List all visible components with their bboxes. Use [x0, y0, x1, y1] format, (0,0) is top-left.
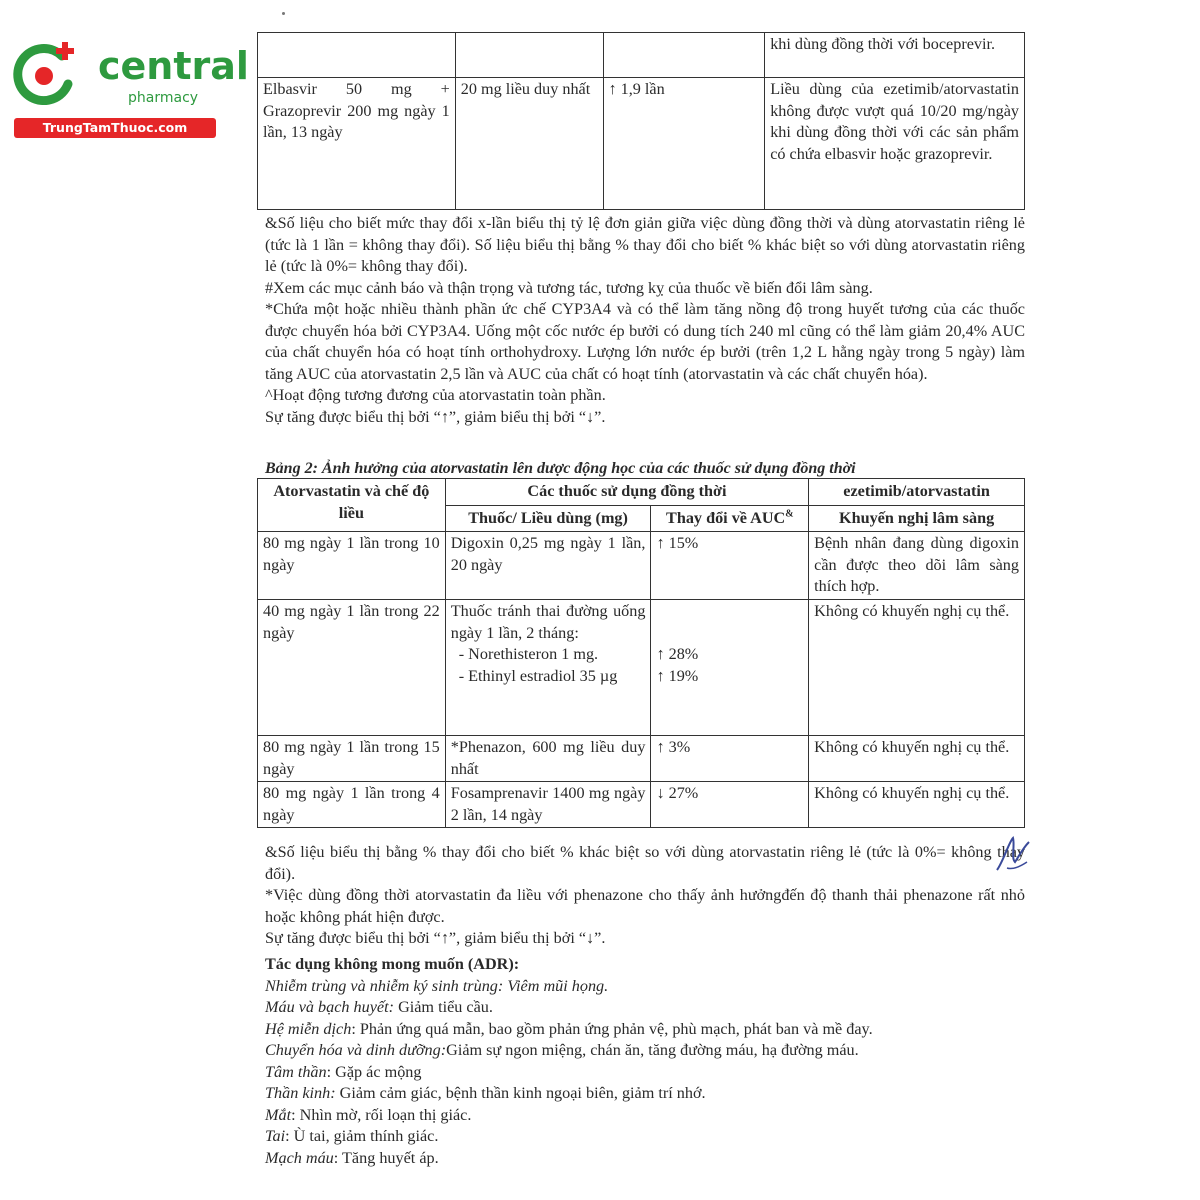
table2-footnotes: [265, 842, 1025, 950]
adr-label: Nhiễm trùng và nhiễm ký sinh trùng:: [265, 976, 504, 995]
footnote: &Số liệu biểu thị bằng % thay đổi cho biết % khác biệt so với dùng atorvastatin riêng lẻ (tức là 0%= không thay đổi).: [265, 843, 1025, 883]
adr-text: : Nhìn mờ, rối loạn thị giác.: [291, 1105, 472, 1124]
table-cell: ↑ 3%: [651, 736, 809, 782]
auc-header-sup: &: [785, 508, 794, 520]
adr-item: [265, 1019, 1025, 1041]
column-header: Thuốc/ Liều dùng (mg): [445, 505, 651, 532]
scan-speck: [282, 12, 285, 15]
table-cell: Fosamprenavir 1400 mg ngày 2 lần, 14 ngày: [445, 782, 651, 828]
adr-text: Giảm cảm giác, bệnh thần kinh ngoại biên, giảm trí nhớ.: [335, 1084, 706, 1102]
table-cell: Không có khuyến nghị cụ thể.: [809, 600, 1025, 736]
footnote: Sự tăng được biểu thị bởi “↑”, giảm biểu thị bởi “↓”.: [265, 929, 606, 947]
table-cell: ↑ 15%: [651, 532, 809, 600]
table-row: [258, 782, 1025, 828]
table-cell: 80 mg ngày 1 lần trong 4 ngày: [258, 782, 446, 828]
adr-label: Hệ miễn dịch: [265, 1019, 352, 1038]
adr-text: Giảm tiểu cầu.: [394, 998, 493, 1016]
table-cell: khi dùng đồng thời với boceprevir.: [765, 33, 1025, 78]
table-cell: 80 mg ngày 1 lần trong 10 ngày: [258, 532, 446, 600]
adr-label: Chuyển hóa và dinh dưỡng:: [265, 1041, 447, 1059]
footnote: &Số liệu cho biết mức thay đổi x-lần biểu thị tỷ lệ đơn giản giữa việc dùng đồng thời và dùng atorvastatin riêng lẻ (tức là 1 lần = không thay đổi). Số liệu biểu thị bằng % thay đổi cho biết % khác biệt so với dùng atorvastatin riêng lẻ (tức là 0%= không thay đổi).: [265, 214, 1025, 275]
footnote: #Xem các mục cảnh báo và thận trọng và tương tác, tương kỵ của thuốc về biến đổi lâm sàng.: [265, 278, 873, 297]
adr-label: Máu và bạch huyết:: [265, 998, 395, 1016]
central-pharmacy-logo-icon: [10, 38, 82, 110]
table2-caption: Bảng 2: Ảnh hưởng của atorvastatin lên dược động học của các thuốc sử dụng đồng thời: [265, 460, 856, 477]
table-cell: [445, 600, 651, 736]
footnote: *Việc dùng đồng thời atorvastatin đa liều với phenazone cho thấy ảnh hưởngđến độ thanh thải phenazone rất nhỏ hoặc không phát hiện được.: [265, 886, 1025, 926]
table-cell: *Phenazon, 600 mg liều duy nhất: [445, 736, 651, 782]
table-row: [258, 736, 1025, 782]
adr-item: [265, 976, 1025, 998]
table-cell: Digoxin 0,25 mg ngày 1 lần, 20 ngày: [445, 532, 651, 600]
signature-mark-icon: [993, 832, 1033, 876]
table-cell: 80 mg ngày 1 lần trong 15 ngày: [258, 736, 446, 782]
adr-text: : Gặp ác mộng: [326, 1062, 422, 1081]
auc-header-label: Thay đổi về AUC: [666, 508, 786, 527]
adr-text: Viêm mũi họng.: [503, 976, 609, 995]
table-cell: 20 mg liều duy nhất: [455, 78, 603, 210]
adr-label: Mạch máu: [265, 1148, 334, 1167]
drug-subitem: - Ethinyl estradiol 35 µg: [458, 666, 618, 685]
table-cell: 40 mg ngày 1 lần trong 22 ngày: [258, 600, 446, 736]
table-cell: ↑ 1,9 lần: [603, 78, 765, 210]
auc-change: ↑ 28%: [656, 645, 699, 663]
interaction-table-continued: [257, 32, 1025, 210]
table1-footnotes: [265, 213, 1025, 428]
table-row: [258, 33, 1025, 78]
adr-item: [265, 997, 1025, 1019]
table-row: [258, 532, 1025, 600]
table-cell: ↓ 27%: [651, 782, 809, 828]
column-group-header: Các thuốc sử dụng đồng thời: [445, 479, 808, 506]
adr-heading: Tác dụng không mong muốn (ADR):: [265, 955, 520, 973]
column-header: [651, 505, 809, 532]
adr-item: [265, 1105, 1025, 1127]
table-cell: Liều dùng của ezetimib/atorvastatin không được vượt quá 10/20 mg/ngày khi dùng đồng thời với các sản phẩm có chứa elbasvir hoặc grazoprevir.: [765, 78, 1025, 210]
table-cell: Bệnh nhân đang dùng digoxin cần được theo dõi lâm sàng thích hợp.: [809, 532, 1025, 600]
table-header-row: [258, 479, 1025, 506]
table-cell: [651, 600, 809, 736]
auc-change: ↑ 19%: [656, 666, 699, 685]
table-row: [258, 600, 1025, 736]
adr-label: Thần kinh:: [265, 1084, 336, 1102]
adr-label: Tâm thần: [265, 1062, 327, 1081]
adr-text: Giảm sự ngon miệng, chán ăn, tăng đường máu, hạ đường máu.: [446, 1041, 859, 1059]
footnote: ^Hoạt động tương đương của atorvastatin toàn phần.: [265, 386, 606, 404]
brand-name: central: [98, 44, 249, 88]
brand-subtitle: pharmacy: [128, 90, 199, 106]
drug-text: Thuốc tránh thai đường uống ngày 1 lần, 2 tháng:: [450, 602, 646, 642]
table-cell: Không có khuyến nghị cụ thể.: [809, 782, 1025, 828]
adr-item: [265, 1126, 1025, 1148]
adr-text: : Ù tai, giảm thính giác.: [285, 1127, 439, 1145]
adr-item: [265, 1083, 1025, 1105]
brand-url: TrungTamThuoc.com: [14, 118, 216, 138]
table-cell: Elbasvir 50 mg + Grazoprevir 200 mg ngày 1 lần, 13 ngày: [258, 78, 456, 210]
adr-item: [265, 1062, 1025, 1084]
footnote: *Chứa một hoặc nhiều thành phần ức chế CYP3A4 và có thể làm tăng nồng độ trong huyết tương của các thuốc được chuyển hóa bởi CYP3A4. Uống một cốc nước ép bưởi có dung tích 240 ml cũng có thể làm giảm 20,4% AUC của chất chuyển hóa có hoạt tính orthohydroxy. Lượng lớn nước ép bưởi (trên 1,2 L hằng ngày trong 5 ngày) làm tăng AUC của atorvastatin 2,5 lần và AUC của chất có hoạt tính (atorvastatin và các chất chuyển hóa).: [265, 300, 1025, 383]
adr-item: [265, 1040, 1025, 1062]
column-header: Khuyến nghị lâm sàng: [809, 505, 1025, 532]
table-row: [258, 78, 1025, 210]
adr-label: Mắt: [265, 1105, 292, 1124]
adr-text: : Phản ứng quá mẫn, bao gồm phản ứng phản vệ, phù mạch, phát ban và mề đay.: [351, 1019, 873, 1038]
table-cell: Không có khuyến nghị cụ thể.: [809, 736, 1025, 782]
adr-item: [265, 1148, 1025, 1170]
footnote: Sự tăng được biểu thị bởi “↑”, giảm biểu thị bởi “↓”.: [265, 407, 606, 426]
atorvastatin-effect-table: [257, 478, 1025, 828]
brand-logo: [10, 38, 249, 138]
column-group-header: ezetimib/atorvastatin: [809, 479, 1025, 506]
drug-subitem: - Norethisteron 1 mg.: [458, 645, 599, 663]
adr-text: : Tăng huyết áp.: [333, 1148, 439, 1167]
adr-label: Tai: [265, 1127, 286, 1145]
column-header: Atorvastatin và chế độ liều: [258, 479, 446, 532]
adr-section: [265, 954, 1025, 1169]
